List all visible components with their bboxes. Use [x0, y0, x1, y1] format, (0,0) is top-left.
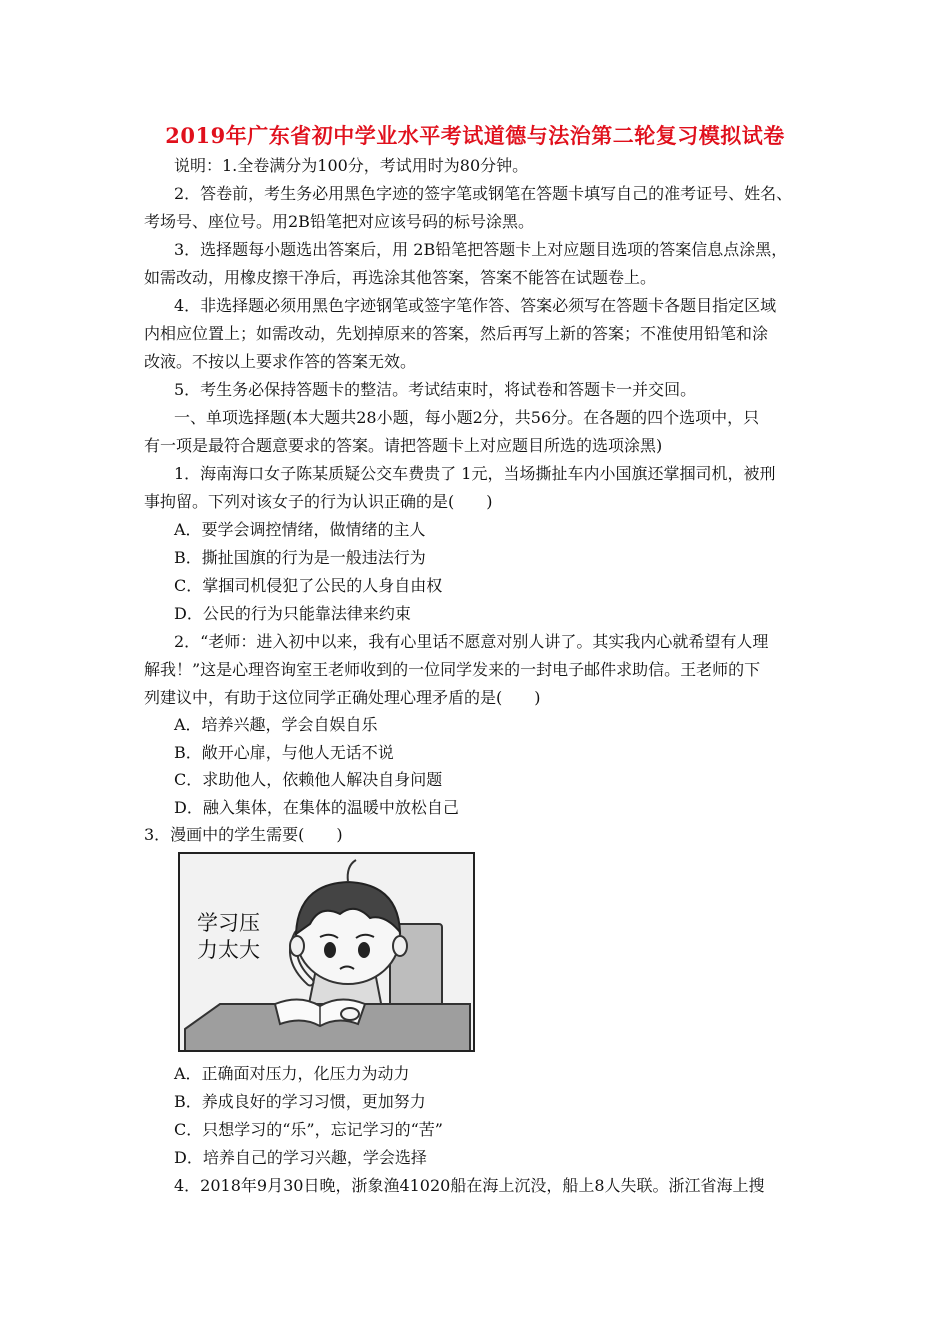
page-title: 2019年广东省初中学业水平考试道德与法治第二轮复习模拟试卷: [165, 123, 785, 148]
instruction-4-line-2: 内相应位置上；如需改动，先划掉原来的答案，然后再写上新的答案；不准使用铅笔和涂: [144, 324, 769, 343]
question-2-option-a: A．培养兴趣，学会自娱自乐: [174, 715, 378, 734]
instruction-2-line-1: 2．答卷前，考生务必用黑色字迹的签字笔或钢笔在答题卡填写自己的准考证号、姓名、: [174, 184, 793, 203]
question-2-option-b: B．敞开心扉，与他人无话不说: [174, 743, 394, 762]
instruction-2-line-2: 考场号、座位号。用2B铅笔把对应该号码的标号涂黑。: [144, 212, 534, 231]
section-heading-line-2: 有一项是最符合题意要求的答案。请把答题卡上对应题目所选的选项涂黑): [144, 436, 663, 455]
question-3-stem: 3．漫画中的学生需要( ): [144, 825, 343, 844]
question-1-stem-line-2: 事拘留。下列对该女子的行为认识正确的是( ): [144, 492, 493, 511]
question-3-option-a: A．正确面对压力，化压力为动力: [174, 1064, 410, 1083]
question-4-stem-line-1: 4．2018年9月30日晚，浙象渔41020船在海上沉没，船上8人失联。浙江省海上搜: [174, 1176, 765, 1195]
instruction-5: 5．考生务必保持答题卡的整洁。考试结束时，将试卷和答题卡一并交回。: [174, 380, 697, 399]
comic-caption-line-2: 力太大: [197, 938, 260, 962]
question-2-stem-line-2: 解我！”这是心理咨询室王老师收到的一位同学发来的一封电子邮件求助信。王老师的下: [144, 660, 761, 679]
question-1-stem-line-1: 1．海南海口女子陈某质疑公交车费贵了 1元，当场撕扯车内小国旗还掌掴司机，被刑: [174, 464, 776, 483]
question-2-option-c: C．求助他人，依赖他人解决自身问题: [174, 770, 443, 789]
instruction-4-line-1: 4．非选择题必须用黑色字迹钢笔或签字笔作答、答案必须写在答题卡各题目指定区域: [174, 296, 777, 315]
instruction-1: 说明：1.全卷满分为100分，考试用时为80分钟。: [174, 156, 529, 175]
question-3-option-c: C．只想学习的“乐”，忘记学习的“苦”: [174, 1120, 443, 1139]
instruction-3-line-1: 3．选择题每小题选出答案后，用 2B铅笔把答题卡上对应题目选项的答案信息点涂黑，: [174, 240, 788, 259]
question-3-option-d: D．培养自己的学习兴趣，学会选择: [174, 1148, 427, 1167]
section-heading-line-1: 一、单项选择题(本大题共28小题，每小题2分，共56分。在各题的四个选项中，只: [174, 408, 760, 427]
question-1-option-b: B．撕扯国旗的行为是一般违法行为: [174, 548, 426, 567]
comic-illustration: [178, 852, 475, 1052]
question-2-option-d: D．融入集体，在集体的温暖中放松自己: [174, 798, 459, 817]
question-1-option-d: D．公民的行为只能靠法律来约束: [174, 604, 411, 623]
question-1-option-c: C．掌掴司机侵犯了公民的人身自由权: [174, 576, 443, 595]
comic-caption: [197, 910, 267, 964]
question-2-stem-line-1: 2．“老师：进入初中以来，我有心里话不愿意对别人讲了。其实我内心就希望有人理: [174, 632, 769, 651]
question-3-option-b: B．养成良好的学习习惯，更加努力: [174, 1092, 426, 1111]
instruction-3-line-2: 如需改动，用橡皮擦干净后，再选涂其他答案，答案不能答在试题卷上。: [144, 268, 657, 287]
comic-caption-line-1: 学习压: [197, 911, 260, 935]
instruction-4-line-3: 改液。不按以上要求作答的答案无效。: [144, 352, 417, 371]
question-2-stem-line-3: 列建议中，有助于这位同学正确处理心理矛盾的是( ): [144, 688, 541, 707]
question-1-option-a: A．要学会调控情绪，做情绪的主人: [174, 520, 426, 539]
